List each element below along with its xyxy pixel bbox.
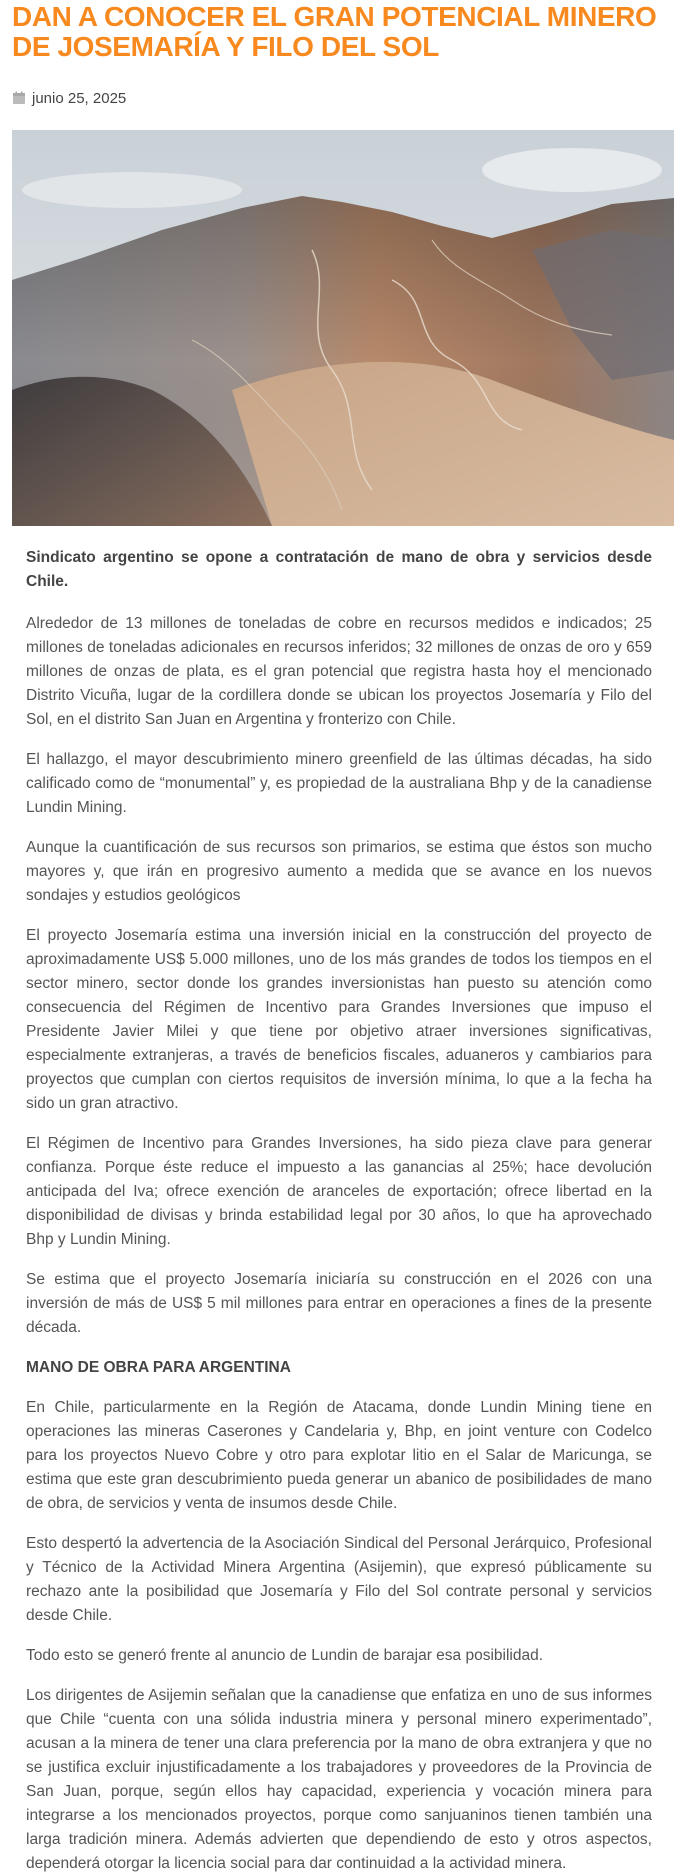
article-body [12, 546, 666, 1876]
post-date[interactable]: junio 25, 2025 [32, 89, 127, 107]
body-paragraph: En Chile, particularmente en la Región de Atacama, donde Lundin Mining tiene en operaciones las mineras Caserones y Candelaria y, Bhp, en joint venture con Codelco para los proyectos Nuevo Cobre y otro para explotar litio en el Salar de Maricunga, se estima que este gran descubrimiento pueda generar un abanico de posibilidades de mano de obra, de servicios y venta de insumos desde Chile. [26, 1399, 652, 1512]
section-heading: MANO DE OBRA PARA ARGENTINA [26, 1359, 291, 1376]
featured-image [12, 130, 674, 526]
body-paragraph: El Régimen de Incentivo para Grandes Inversiones, ha sido pieza clave para generar confianza. Porque éste reduce el impuesto a las ganancias al 25%; hace devolución anticipada del Iva; ofrece exención de aranceles de exportación; ofrece libertad en la disponibilidad de divisas y brinda estabilidad legal por 30 años, lo que ha aprovechado Bhp y Lundin Mining. [26, 1135, 652, 1248]
calendar-icon [12, 91, 26, 105]
body-paragraph: El proyecto Josemaría estima una inversión inicial en la construcción del proyecto de aproximadamente US$ 5.000 millones, uno de los más grandes de todos los tiempos en el sector minero, sector donde los grandes inversionistas han puesto su atención como consecuencia del Régimen de Incentivo para Grandes Inversiones que impuso el Presidente Javier Milei y que tiene por objetivo atraer inversiones significativas, especialmente extranjeras, a través de beneficios fiscales, aduaneros y cambiarios para proyectos que cumplan con ciertos requisitos de inversión mínima, lo que a la fecha ha sido un gran atractivo. [26, 927, 652, 1112]
body-paragraph: Esto despertó la advertencia de la Asociación Sindical del Personal Jerárquico, Profesional y Técnico de la Actividad Minera Argentina (Asijemin), que expresó públicamente su rechazo ante la posibilidad que Josemaría y Filo del Sol contrate personal y servicios desde Chile. [26, 1535, 652, 1624]
post-meta [12, 88, 666, 108]
body-paragraph: Se estima que el proyecto Josemaría iniciaría su construcción en el 2026 con una inversión de más de US$ 5 mil millones para entrar en operaciones a fines de la presente década. [26, 1271, 652, 1336]
body-paragraph: Alrededor de 13 millones de toneladas de cobre en recursos medidos e indicados; 25 millones de toneladas adicionales en recursos inferidos; 32 millones de onzas de oro y 659 millones de onzas de plata, es el gran potencial que registra hasta hoy el mencionado Distrito Vicuña, lugar de la cordillera donde se ubican los proyectos Josemaría y Filo del Sol, en el distrito San Juan en Argentina y fronterizo con Chile. [26, 615, 652, 728]
post-title: DAN A CONOCER EL GRAN POTENCIAL MINERO DE JOSEMARÍA Y FILO DEL SOL [12, 1, 657, 62]
body-paragraph: Los dirigentes de Asijemin señalan que la canadiense que enfatiza en uno de sus informes que Chile “cuenta con una sólida industria minera y personal minero experimentado”, acusan a la minera de tener una clara preferencia por la mano de obra extranjera y que no se justifica excluir injustificadamente a los trabajadores y proveedores de la Provincia de San Juan, porque, según ellos hay capacidad, experiencia y vocación minera para integrarse a los mencionados proyectos, porque como sanjuaninos tienen también una larga tradición minera. Además advierten que dependiendo de esto y otros aspectos, dependerá otorgar la licencia social para dar continuidad a la actividad minera. [26, 1687, 652, 1872]
body-paragraph: Aunque la cuantificación de sus recursos son primarios, se estima que éstos son mucho mayores y, que irán en progresivo aumento a medida que se avance en los nuevos sondajes y estudios geológicos [26, 839, 652, 904]
lead-paragraph: Sindicato argentino se opone a contratación de mano de obra y servicios desde Chile. [26, 549, 652, 590]
body-paragraph: Todo esto se generó frente al anuncio de Lundin de barajar esa posibilidad. [26, 1647, 544, 1664]
body-paragraph: El hallazgo, el mayor descubrimiento minero greenfield de las últimas décadas, ha sido calificado como de “monumental” y, es propiedad de la australiana Bhp y de la canadiense Lundin Mining. [26, 751, 652, 816]
